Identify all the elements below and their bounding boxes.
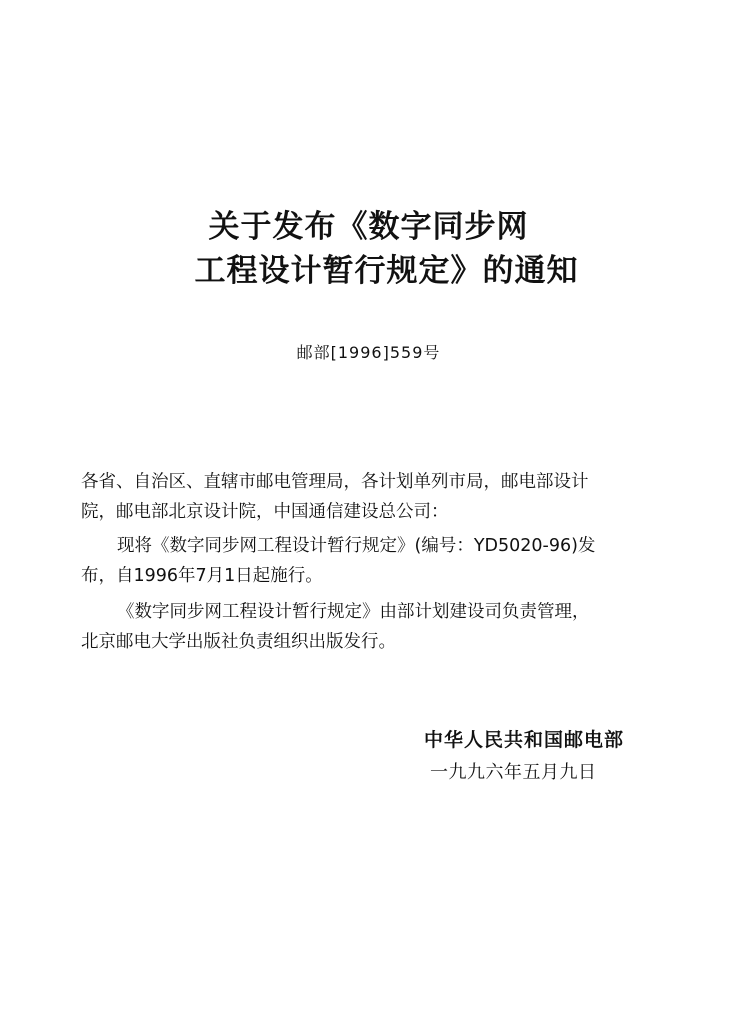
document-number: 邮部[1996]559号 <box>296 343 441 362</box>
notice-title-line-1: 关于发布《数字同步网 <box>208 209 529 245</box>
body-line-4: 布，自1996年7月1日起施行。 <box>81 566 323 586</box>
body-line-6: 北京邮电大学出版社负责组织出版发行。 <box>81 632 396 652</box>
issue-date: 一九九六年五月九日 <box>430 762 597 783</box>
body-line-3: 现将《数字同步网工程设计暂行规定》(编号：YD5020-96)发 <box>117 536 596 556</box>
notice-title-line-2: 工程设计暂行规定》的通知 <box>194 253 579 289</box>
issuing-organization: 中华人民共和国邮电部 <box>424 729 625 751</box>
body-line-2: 院，邮电部北京设计院，中国通信建设总公司： <box>81 502 449 522</box>
body-line-1: 各省、自治区、直辖市邮电管理局，各计划单列市局，邮电部设计 <box>81 472 589 492</box>
body-line-5: 《数字同步网工程设计暂行规定》由部计划建设司负责管理， <box>117 602 590 622</box>
